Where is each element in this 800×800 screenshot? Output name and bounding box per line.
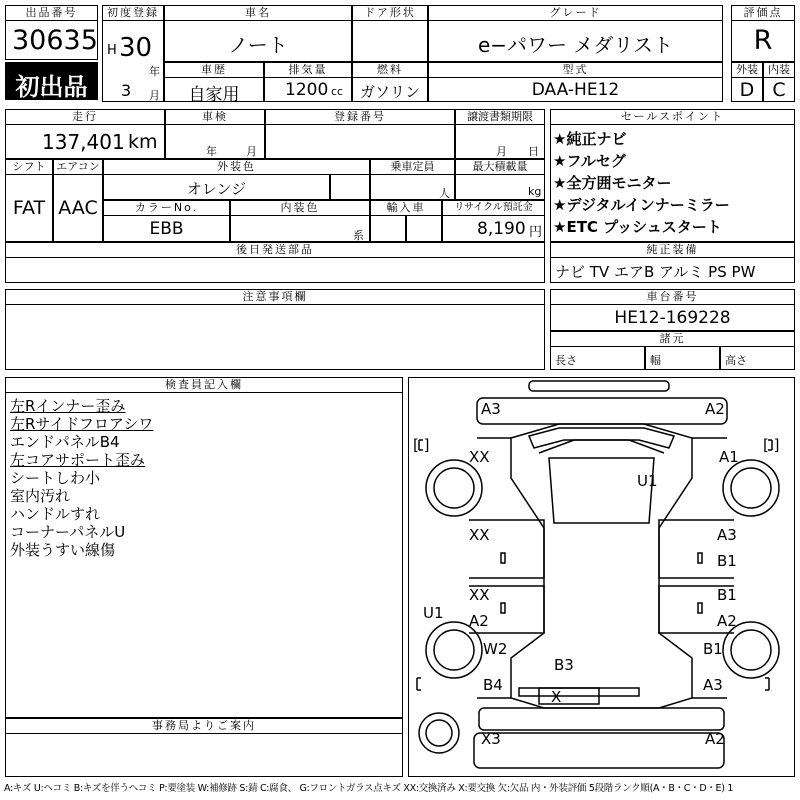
first-reg-box (102, 20, 164, 102)
inspector-note: コーナーパネルU (10, 523, 126, 541)
inspector-note: 左Rインナー歪み (10, 397, 126, 415)
displacement-header: 排気量 (264, 62, 352, 78)
sales-point-item: ★全方囲モニター (553, 174, 672, 192)
office-box (5, 733, 403, 777)
fuel-box (352, 77, 428, 102)
reg-month: 3 (121, 81, 132, 100)
exterior-grade: D (739, 79, 755, 101)
diagram-mark-right-front-door-1: A3 (717, 526, 737, 544)
inspection-box (165, 124, 265, 159)
spec-height-box (720, 346, 795, 370)
capacity-box (370, 174, 455, 200)
model: DAA-HE12 (531, 80, 620, 100)
aircon-header: エアコン (53, 159, 103, 175)
diagram-mark-front-left: A3 (481, 400, 501, 418)
model-header: 型式 (428, 62, 723, 78)
notes-header: 注意事項欄 (5, 289, 545, 305)
inspection-header: 車検 (165, 109, 265, 125)
ext-color-box (103, 174, 330, 200)
color-no-header: カラーNo. (103, 200, 230, 216)
history-header: 車歴 (164, 62, 264, 78)
max-load-unit: kg (528, 185, 542, 198)
month-unit: 月 (149, 89, 160, 102)
genuine-box (550, 257, 795, 283)
door-box (352, 20, 428, 62)
chassis-no: HE12-169228 (614, 308, 731, 328)
model-box (428, 77, 723, 102)
displacement-box (264, 77, 352, 102)
displacement: 1200 (285, 80, 329, 100)
sales-points-box (550, 124, 795, 242)
inspection-month: 月 (246, 145, 257, 158)
diagram-mark-right-fender: A1 (719, 448, 739, 466)
spec-length-label: 長さ (555, 354, 577, 367)
shift-box (5, 174, 53, 242)
later-parts-box (5, 257, 545, 283)
diagram-mark-hood: U1 (637, 472, 658, 490)
era: H (107, 43, 117, 58)
mileage-box (5, 124, 165, 159)
color-no: EBB (149, 219, 184, 239)
int-color-box (230, 215, 370, 242)
capacity-header: 乗車定員 (370, 159, 455, 175)
spec-height-label: 高さ (725, 354, 747, 367)
lot-no: 30635 (12, 25, 98, 56)
later-parts-header: 後日発送部品 (5, 242, 545, 258)
deadline-header: 譲渡書類期限 (455, 109, 545, 125)
inspector-note: 左Rサイドフロアシワ (10, 415, 154, 433)
spec-width-box (645, 346, 720, 370)
aircon-box (53, 174, 103, 242)
reg-no-box (265, 124, 455, 159)
interior-header: 内装 (763, 62, 795, 78)
color-no-box (103, 215, 230, 242)
deadline-month: 月 (496, 145, 507, 158)
first-listing-badge (5, 62, 98, 100)
inspection-year: 年 (206, 145, 217, 158)
int-color-unit: 系 (353, 229, 364, 242)
lot-no-box (5, 20, 98, 60)
office-header: 事務局よりご案内 (5, 718, 403, 734)
inspector-note: 室内汚れ (10, 487, 71, 505)
exterior-box (731, 77, 763, 102)
reg-no-header: 登録番号 (265, 109, 455, 125)
diagram-mark-left-rear-door-2: A2 (469, 612, 489, 630)
interior-box (763, 77, 795, 102)
sales-point-item: ★純正ナビ (553, 130, 627, 148)
car-name-header: 車名 (164, 5, 352, 21)
mileage-header: 走行 (5, 109, 165, 125)
inspector-box (5, 392, 403, 718)
recycle-box (442, 215, 545, 242)
recycle-header: リサイクル預託金 (442, 200, 545, 216)
diagram-mark-left-rear-door-1: XX (469, 586, 490, 604)
notes-box (5, 304, 545, 370)
grade-box (428, 20, 723, 62)
car-name-box (164, 20, 352, 62)
spec-length-box (550, 346, 645, 370)
aircon: AAC (58, 197, 98, 219)
diagram-mark-right-rear-door-2: A2 (717, 612, 737, 630)
first-listing-text: 初出品 (15, 73, 88, 101)
diagram-mark-right-rear-fender: B1 (703, 640, 723, 658)
specs-header: 諸元 (550, 331, 795, 347)
diagram-mark-left-fender: XX (469, 448, 490, 466)
lot-no-header: 出品番号 (5, 5, 98, 21)
grade-header: グレード (428, 5, 723, 21)
diagram-mark-left-rear-quarter: B4 (483, 676, 503, 694)
shift: FAT (12, 197, 46, 219)
inspector-note: エンドパネルB4 (10, 433, 120, 451)
import-header: 輸入車 (370, 200, 442, 216)
deadline-day: 日 (528, 145, 539, 158)
capacity-unit: 人 (439, 187, 450, 200)
score: R (753, 25, 773, 56)
diagram-mark-rear-left: X3 (481, 730, 501, 748)
exterior-header: 外装 (731, 62, 763, 78)
sales-point-item: ★フルセグ (553, 152, 626, 170)
recycle-unit: 円 (529, 225, 543, 240)
shift-header: シフト (5, 159, 53, 175)
diagram-mark-rear-right: A2 (705, 730, 725, 748)
reg-year: 30 (119, 33, 153, 63)
chassis-header: 車台番号 (550, 289, 795, 305)
history-box (164, 77, 264, 105)
diagram-mark-front-right: A2 (705, 400, 725, 418)
fuel-header: 燃料 (352, 62, 428, 78)
fuel: ガソリン (359, 83, 420, 101)
chassis-box (550, 304, 795, 331)
year-unit: 年 (149, 65, 160, 78)
diagram-mark-right-front-door-2: B1 (717, 552, 737, 570)
diagram-mark-bracket-left: [ ] (413, 436, 430, 454)
door-header: ドア形状 (352, 5, 428, 21)
diagram-mark-trunk: B3 (554, 656, 574, 674)
ext-color-extra (330, 174, 370, 200)
inspector-note: 左コアサポート歪み (10, 451, 146, 469)
sales-point-item: ★デジタルインナーミラー (553, 196, 730, 214)
car-diagram (409, 378, 794, 776)
diagram-mark-bracket-right: [ ] (763, 436, 780, 454)
interior-grade: C (772, 79, 786, 101)
deadline-box (455, 124, 545, 159)
inspector-header: 検査員記入欄 (5, 377, 403, 393)
grade: e−パワー メダリスト (477, 33, 674, 57)
genuine-header: 純正装備 (550, 242, 795, 258)
ext-color-header: 外装色 (103, 159, 370, 175)
import-box-2 (406, 215, 442, 242)
car-name: ノート (228, 33, 288, 57)
diagram-mark-right-rear-door-1: B1 (717, 586, 737, 604)
genuine-equipment: ナビ TV エアB アルミ PS PW (555, 263, 756, 281)
legend: A:キズ U:ヘコミ B:キズを伴うヘコミ P:要塗装 W:補修跡 S:錆 C:腐食、 G:フロントガラス点キズ XX:交換済み X:要交換 欠:欠品 内・外装評価 5段階ランク順(A・B・C・D・E) 1 (4, 783, 734, 794)
inspector-note: ハンドルすれ (10, 505, 101, 523)
inspector-note: 外装うすい線傷 (10, 541, 116, 559)
car-diagram-frame (408, 377, 795, 777)
recycle: 8,190 (477, 219, 526, 239)
max-load-box (455, 174, 545, 200)
ext-color: オレンジ (186, 180, 247, 198)
displacement-unit: cc (331, 85, 344, 98)
spec-width-label: 幅 (650, 354, 661, 367)
diagram-mark-left-front-door: XX (469, 526, 490, 544)
diagram-mark-right-rear-quarter: A3 (703, 676, 723, 694)
mileage-unit: km (128, 131, 158, 153)
diagram-mark-rear-panel: X (551, 688, 562, 706)
first-reg-header: 初度登録 (102, 5, 164, 21)
sales-point-item: ★ETC プッシュスタート (553, 218, 722, 236)
sales-points-list (553, 128, 794, 238)
diagram-mark-left-rear-fender: W2 (483, 640, 508, 658)
max-load-header: 最大積載量 (455, 159, 545, 175)
inspector-note: シートしわ小 (10, 469, 101, 487)
history: 自家用 (188, 85, 240, 105)
sales-points-header: セールスポイント (550, 109, 795, 125)
score-box (731, 20, 795, 62)
score-header: 評価点 (731, 5, 795, 21)
diagram-mark-left-sill: U1 (423, 604, 444, 622)
inspector-notes-list (10, 397, 402, 559)
import-box-1 (370, 215, 406, 242)
mileage: 137,401 (42, 130, 125, 154)
int-color-header: 内装色 (230, 200, 370, 216)
